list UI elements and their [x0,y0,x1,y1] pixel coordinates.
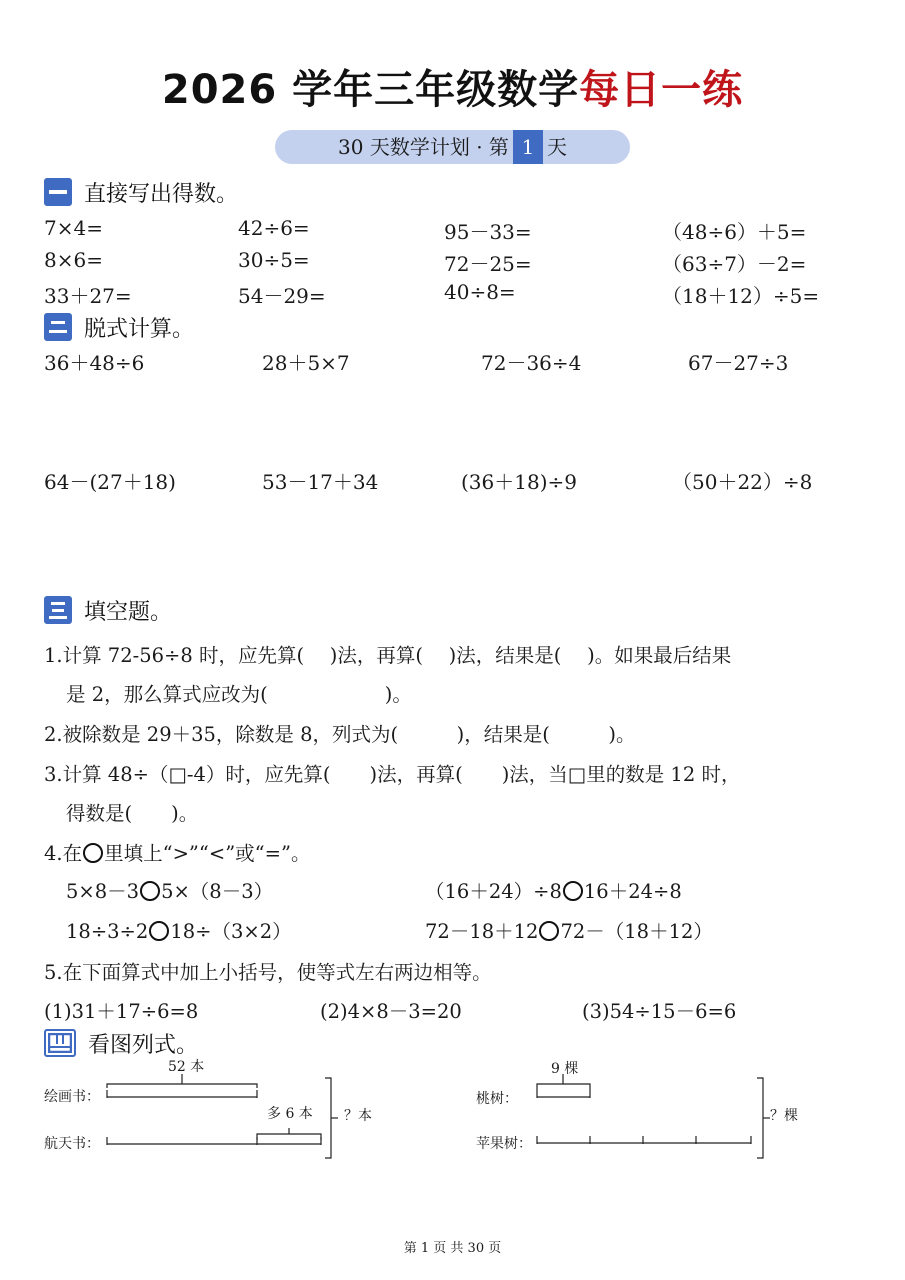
diagram2-top-label: 9 棵 [551,1061,579,1077]
compare-left: 18÷3÷2 [66,920,149,943]
fill-q5: 5.在下面算式中加上小括号，使等式左右两边相等。 [44,961,492,984]
section-1-icon [44,178,72,206]
fill-q2: 2.被除数是 29＋35，除数是 8，列式为( )，结果是( )。 [44,723,636,746]
direct-r0-c0: 7×4= [44,216,103,240]
diagram1-question: ？本 [344,1108,372,1124]
page-title [0,58,905,115]
direct-r0-c2: 95－33= [444,220,532,244]
direct-r1-c1: 30÷5= [238,248,310,272]
fill-q3-line1: 3.计算 48÷（□-4）时，应先算( )法，再算( )法，当□里的数是 12 时， [44,763,741,786]
compare-left: 72－18＋12 [425,920,539,943]
direct-r1-c0: 8×6= [44,248,103,272]
numeral-two-icon [49,319,67,335]
fill-q1-line1: 1.计算 72-56÷8 时，应先算( )法，再算( )法，结果是( )。如果最后结果 [44,644,732,667]
fill-q4-prefix: 4.在 [44,842,83,865]
numeral-one-icon [49,189,67,195]
q5-item-1: (1)31＋17÷6=8 [44,1000,199,1023]
plan-banner [275,130,630,164]
section-2-header [44,312,194,342]
section-2-icon [44,313,72,341]
section-2-title: 脱式计算。 [84,316,195,342]
diagram1-row1-label: 绘画书： [44,1089,100,1105]
section-3-icon [44,596,72,624]
compare-circle-icon[interactable] [149,921,169,941]
diagram2-question: ？棵 [770,1108,798,1124]
diagram2-row1-label: 桃树： [476,1091,518,1107]
compare-item-3 [66,916,292,944]
compare-item-4 [425,916,713,944]
numeral-four-icon [48,1033,72,1053]
compare-item-2 [425,876,682,904]
stepwise-r1-c0: 64－(27＋18) [44,470,176,494]
direct-r2-c1: 54－29= [238,284,326,308]
title-highlight: 每日一练 [579,67,744,113]
compare-left: （16＋24）÷8 [425,880,562,903]
compare-right: 18÷（3×2） [170,920,292,943]
stepwise-r1-c3: （50＋22）÷8 [672,470,813,494]
diagram1-lines [95,1060,345,1160]
stepwise-r0-c1: 28＋5×7 [262,351,350,375]
section-1-header [44,177,238,207]
fill-q1-line2: 是 2，那么算式应改为( )。 [66,683,412,706]
section-4-header [44,1028,198,1058]
diagram1-row2-label: 航天书： [44,1136,100,1152]
numeral-three-icon [49,601,67,619]
section-3-title: 填空题。 [84,599,173,625]
direct-r0-c1: 42÷6= [238,216,310,240]
compare-item-1 [66,876,273,904]
stepwise-r1-c1: 53－17＋34 [262,470,379,494]
diagram2-row2-label: 苹果树： [476,1136,532,1152]
fill-q4-suffix: 里填上“>”“<”或“=”。 [104,842,311,865]
fill-q4-instruction [44,838,310,866]
compare-circle-icon[interactable] [563,881,583,901]
compare-left: 5×8－3 [66,880,140,903]
compare-right: 5×（8－3） [161,880,274,903]
section-4-icon [44,1029,76,1057]
section-1-title: 直接写出得数。 [84,181,239,207]
direct-r0-c3: （48÷6）＋5= [662,220,807,244]
section-3-header [44,595,172,625]
section-4-title: 看图列式。 [88,1032,199,1058]
compare-circle-icon[interactable] [539,921,559,941]
plan-day-number: 1 [513,130,543,164]
page-footer: 第 1 页 共 30 页 [403,1241,502,1256]
circle-blank-icon [83,843,103,863]
compare-right: 72－（18＋12） [560,920,713,943]
direct-r2-c3: （18＋12）÷5= [662,284,820,308]
fill-q3-line2: 得数是( )。 [66,802,199,825]
compare-circle-icon[interactable] [140,881,160,901]
direct-r1-c2: 72－25= [444,252,532,276]
diagram1-extra-label: 多 6 本 [267,1106,313,1122]
direct-r2-c0: 33＋27= [44,284,132,308]
stepwise-r0-c2: 72－36÷4 [481,351,582,375]
diagram2-lines [525,1060,775,1160]
plan-prefix: 30 天数学计划 · 第 [338,135,509,159]
stepwise-r0-c3: 67－27÷3 [688,351,789,375]
q5-item-3: (3)54÷15－6=6 [582,1000,737,1023]
title-main: 2026 学年三年级数学 [161,67,580,113]
diagram1-top-label: 52 本 [168,1059,205,1075]
stepwise-r0-c0: 36＋48÷6 [44,351,145,375]
direct-r2-c2: 40÷8= [444,280,516,304]
compare-right: 16＋24÷8 [583,880,682,903]
direct-r1-c3: （63÷7）－2= [662,252,807,276]
q5-item-2: (2)4×8－3=20 [320,1000,462,1023]
stepwise-r1-c2: (36＋18)÷9 [461,470,577,494]
plan-suffix: 天 [546,135,567,159]
